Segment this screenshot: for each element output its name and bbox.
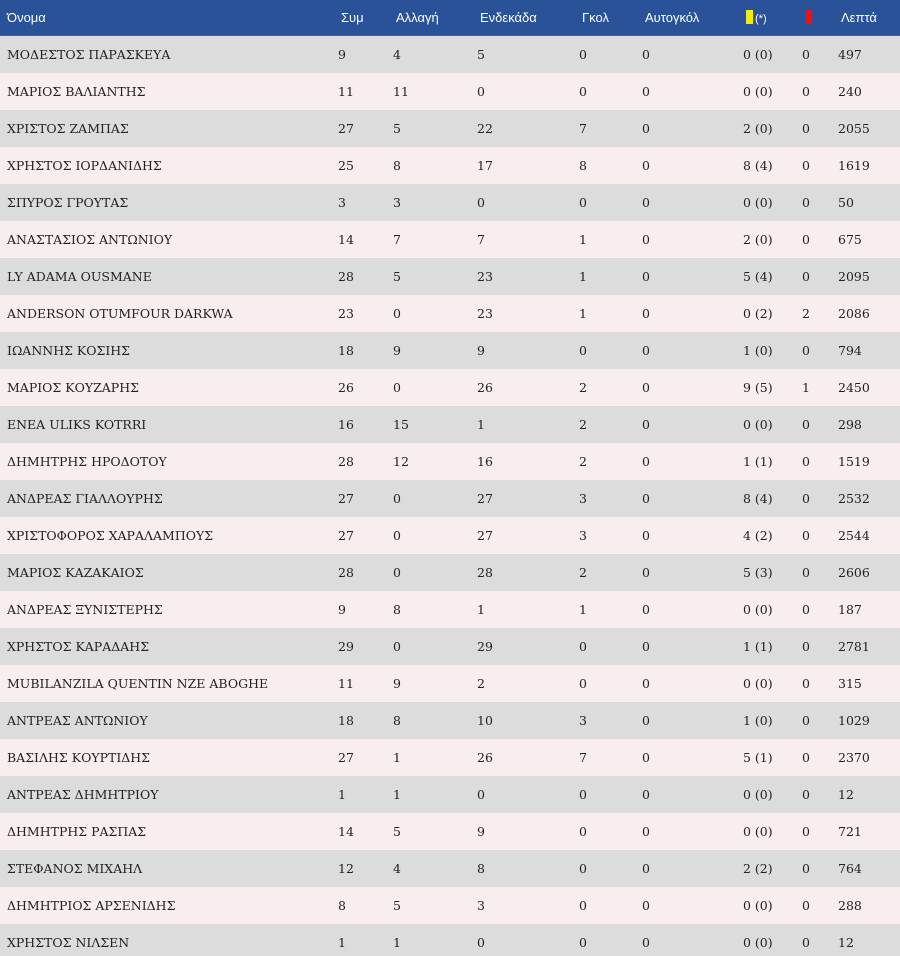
own-goals-cell: 0 [642, 676, 650, 691]
substitute-apps-cell: 0 [393, 565, 401, 580]
player-name-cell: ΜΟΔΕΣΤΟΣ ΠΑΡΑΣΚΕΥΑ [7, 47, 171, 62]
goals-cell: 1 [579, 602, 587, 617]
table-row [0, 110, 900, 147]
column-header-goals[interactable]: Γκολ [575, 0, 638, 36]
red-cards-cell: 0 [802, 750, 810, 765]
own-goals-cell: 0 [642, 454, 650, 469]
yellow-cards-cell: 5 (4) [743, 269, 773, 284]
minutes-played-cell: 2086 [838, 306, 870, 321]
yellow-cards-cell: 0 (0) [743, 84, 773, 99]
goals-cell: 2 [579, 454, 587, 469]
substitute-apps-cell: 11 [393, 84, 409, 99]
minutes-played-cell: 187 [838, 602, 862, 617]
appearances-cell: 9 [338, 602, 346, 617]
starting-apps-cell: 29 [477, 639, 493, 654]
yellow-cards-cell: 0 (0) [743, 47, 773, 62]
starting-apps-cell: 27 [477, 528, 493, 543]
minutes-played-cell: 721 [838, 824, 862, 839]
own-goals-cell: 0 [642, 565, 650, 580]
goals-cell: 3 [579, 713, 587, 728]
red-cards-cell: 0 [802, 84, 810, 99]
table-row [0, 73, 900, 110]
minutes-played-cell: 12 [838, 787, 854, 802]
red-cards-cell: 0 [802, 861, 810, 876]
player-name-cell: ΜΑΡΙΟΣ ΚΑΖΑΚΑΙΟΣ [7, 565, 144, 580]
yellow-cards-cell: 2 (0) [743, 232, 773, 247]
minutes-played-cell: 12 [838, 935, 854, 950]
own-goals-cell: 0 [642, 47, 650, 62]
goals-cell: 0 [579, 676, 587, 691]
substitute-apps-cell: 0 [393, 380, 401, 395]
table-header [0, 0, 900, 36]
minutes-played-cell: 2055 [838, 121, 870, 136]
minutes-played-cell: 1519 [838, 454, 870, 469]
substitute-apps-cell: 3 [393, 195, 401, 210]
column-header-name[interactable]: Όνομα [0, 0, 334, 36]
goals-cell: 0 [579, 639, 587, 654]
own-goals-cell: 0 [642, 602, 650, 617]
column-header-yellow-cards[interactable] [739, 0, 798, 36]
player-name-cell: ΙΩΑΝΝΗΣ ΚΟΣΙΗΣ [7, 343, 131, 358]
red-cards-cell: 0 [802, 269, 810, 284]
own-goals-cell: 0 [642, 343, 650, 358]
table-row [0, 591, 900, 628]
appearances-cell: 25 [338, 158, 354, 173]
own-goals-cell: 0 [642, 306, 650, 321]
table-row [0, 887, 900, 924]
player-name-cell: MUBILANZILA QUENTIN NZE ABOGHE [7, 676, 269, 691]
red-cards-cell: 0 [802, 195, 810, 210]
appearances-cell: 9 [338, 47, 346, 62]
substitute-apps-cell: 0 [393, 491, 401, 506]
appearances-cell: 28 [338, 454, 354, 469]
goals-cell: 0 [579, 898, 587, 913]
goals-cell: 0 [579, 84, 587, 99]
minutes-played-cell: 794 [838, 343, 862, 358]
yellow-cards-cell: 5 (1) [743, 750, 773, 765]
player-name-cell: ΧΡΙΣΤΟΣ ΖΑΜΠΑΣ [7, 121, 129, 136]
starting-apps-cell: 7 [477, 232, 485, 247]
minutes-played-cell: 2095 [838, 269, 870, 284]
player-name-cell: ΧΡΗΣΤΟΣ ΝΙΛΣΕΝ [7, 935, 130, 950]
table-row [0, 36, 900, 74]
player-name-cell: LY ADAMA OUSMANE [7, 269, 152, 284]
own-goals-cell: 0 [642, 158, 650, 173]
player-name-cell: ΒΑΣΙΛΗΣ ΚΟΥΡΤΙΔΗΣ [7, 750, 151, 765]
starting-apps-cell: 2 [477, 676, 485, 691]
appearances-cell: 8 [338, 898, 346, 913]
table-row [0, 369, 900, 406]
starting-apps-cell: 5 [477, 47, 485, 62]
minutes-played-cell: 1619 [838, 158, 870, 173]
minutes-played-cell: 288 [838, 898, 862, 913]
table-row [0, 517, 900, 554]
substitute-apps-cell: 9 [393, 343, 401, 358]
player-name-cell: ΧΡΙΣΤΟΦΟΡΟΣ ΧΑΡΑΛΑΜΠΟΥΣ [7, 528, 214, 543]
yellow-cards-cell: 0 (0) [743, 787, 773, 802]
player-name-cell: ΑΝΔΡΕΑΣ ΞΥΝΙΣΤΕΡΗΣ [7, 602, 163, 617]
substitute-apps-cell: 1 [393, 935, 401, 950]
own-goals-cell: 0 [642, 491, 650, 506]
goals-cell: 0 [579, 47, 587, 62]
appearances-cell: 12 [338, 861, 354, 876]
starting-apps-cell: 9 [477, 824, 485, 839]
minutes-played-cell: 2606 [838, 565, 870, 580]
red-cards-cell: 0 [802, 824, 810, 839]
appearances-cell: 27 [338, 121, 354, 136]
minutes-played-cell: 497 [838, 47, 862, 62]
starting-apps-cell: 8 [477, 861, 485, 876]
yellow-cards-cell: 9 (5) [743, 380, 773, 395]
red-cards-cell: 0 [802, 787, 810, 802]
table-row [0, 665, 900, 702]
goals-cell: 7 [579, 121, 587, 136]
yellow-cards-cell: 0 (0) [743, 898, 773, 913]
appearances-cell: 28 [338, 565, 354, 580]
substitute-apps-cell: 5 [393, 121, 401, 136]
red-cards-cell: 0 [802, 898, 810, 913]
yellow-cards-cell: 0 (0) [743, 935, 773, 950]
table-row [0, 406, 900, 443]
player-name-cell: ΣΠΥΡΟΣ ΓΡΟΥΤΑΣ [7, 195, 129, 210]
minutes-played-cell: 240 [838, 84, 862, 99]
table-row [0, 147, 900, 184]
own-goals-cell: 0 [642, 935, 650, 950]
column-header-subs[interactable]: Αλλαγή [389, 0, 473, 36]
own-goals-cell: 0 [642, 639, 650, 654]
table-row [0, 295, 900, 332]
red-cards-cell: 0 [802, 676, 810, 691]
yellow-cards-cell: 1 (1) [743, 639, 773, 654]
yellow-cards-cell: 1 (0) [743, 343, 773, 358]
table-row [0, 554, 900, 591]
goals-cell: 1 [579, 232, 587, 247]
minutes-played-cell: 764 [838, 861, 862, 876]
substitute-apps-cell: 1 [393, 750, 401, 765]
own-goals-cell: 0 [642, 195, 650, 210]
appearances-cell: 28 [338, 269, 354, 284]
yellow-cards-cell: 1 (0) [743, 713, 773, 728]
goals-cell: 0 [579, 787, 587, 802]
player-name-cell: ΑΝΤΡΕΑΣ ΔΗΜΗΤΡΙΟΥ [7, 787, 159, 802]
substitute-apps-cell: 15 [393, 417, 409, 432]
own-goals-cell: 0 [642, 417, 650, 432]
own-goals-cell: 0 [642, 787, 650, 802]
own-goals-cell: 0 [642, 898, 650, 913]
appearances-cell: 18 [338, 343, 354, 358]
table-row [0, 702, 900, 739]
yellow-cards-cell: 8 (4) [743, 158, 773, 173]
appearances-cell: 27 [338, 491, 354, 506]
column-header-minutes[interactable]: Λεπτά [834, 0, 900, 36]
own-goals-cell: 0 [642, 861, 650, 876]
minutes-played-cell: 50 [838, 195, 854, 210]
minutes-played-cell: 2532 [838, 491, 870, 506]
goals-cell: 7 [579, 750, 587, 765]
red-cards-cell: 0 [802, 602, 810, 617]
starting-apps-cell: 16 [477, 454, 493, 469]
starting-apps-cell: 1 [477, 417, 485, 432]
minutes-played-cell: 675 [838, 232, 862, 247]
starting-apps-cell: 10 [477, 713, 493, 728]
appearances-cell: 18 [338, 713, 354, 728]
own-goals-cell: 0 [642, 528, 650, 543]
table-row [0, 628, 900, 665]
goals-cell: 2 [579, 380, 587, 395]
player-name-cell: ANDERSON OTUMFOUR DARKWA [7, 306, 233, 321]
goals-cell: 0 [579, 195, 587, 210]
substitute-apps-cell: 5 [393, 269, 401, 284]
minutes-played-cell: 2370 [838, 750, 870, 765]
red-cards-cell: 0 [802, 454, 810, 469]
starting-apps-cell: 22 [477, 121, 493, 136]
goals-cell: 0 [579, 935, 587, 950]
player-name-cell: ΑΝΑΣΤΑΣΙΟΣ ΑΝΤΩΝΙΟΥ [7, 232, 173, 247]
red-card-icon [805, 10, 812, 24]
starting-apps-cell: 0 [477, 195, 485, 210]
yellow-cards-cell: 2 (0) [743, 121, 773, 136]
red-cards-cell: 0 [802, 232, 810, 247]
red-cards-cell: 0 [802, 417, 810, 432]
starting-apps-cell: 0 [477, 787, 485, 802]
starting-apps-cell: 17 [477, 158, 493, 173]
yellow-cards-cell: 5 (3) [743, 565, 773, 580]
own-goals-cell: 0 [642, 84, 650, 99]
goals-cell: 1 [579, 269, 587, 284]
minutes-played-cell: 2450 [838, 380, 870, 395]
header-row [0, 0, 900, 36]
goals-cell: 8 [579, 158, 587, 173]
substitute-apps-cell: 12 [393, 454, 409, 469]
starting-apps-cell: 1 [477, 602, 485, 617]
player-name-cell: ΣΤΕΦΑΝΟΣ ΜΙΧΑΗΛ [7, 861, 143, 876]
goals-cell: 3 [579, 491, 587, 506]
yellow-cards-cell: 0 (0) [743, 824, 773, 839]
substitute-apps-cell: 5 [393, 824, 401, 839]
starting-apps-cell: 9 [477, 343, 485, 358]
substitute-apps-cell: 0 [393, 528, 401, 543]
own-goals-cell: 0 [642, 713, 650, 728]
yellow-cards-cell: 0 (0) [743, 602, 773, 617]
appearances-cell: 16 [338, 417, 354, 432]
appearances-cell: 27 [338, 750, 354, 765]
table-row [0, 332, 900, 369]
own-goals-cell: 0 [642, 824, 650, 839]
red-cards-cell: 0 [802, 639, 810, 654]
goals-cell: 1 [579, 306, 587, 321]
own-goals-cell: 0 [642, 121, 650, 136]
appearances-cell: 14 [338, 824, 354, 839]
minutes-played-cell: 298 [838, 417, 862, 432]
player-name-cell: ΜΑΡΙΟΣ ΚΟΥΖΑΡΗΣ [7, 380, 139, 395]
player-name-cell: ΔΗΜΗΤΡΙΟΣ ΑΡΣΕΝΙΔΗΣ [7, 898, 176, 913]
own-goals-cell: 0 [642, 380, 650, 395]
substitute-apps-cell: 4 [393, 861, 401, 876]
appearances-cell: 27 [338, 528, 354, 543]
appearances-cell: 1 [338, 935, 346, 950]
player-name-cell: ENEA ULIKS KOTRRI [7, 417, 147, 432]
starting-apps-cell: 27 [477, 491, 493, 506]
appearances-cell: 26 [338, 380, 354, 395]
substitute-apps-cell: 4 [393, 47, 401, 62]
starting-apps-cell: 0 [477, 935, 485, 950]
own-goals-cell: 0 [642, 269, 650, 284]
substitute-apps-cell: 8 [393, 158, 401, 173]
minutes-played-cell: 2544 [838, 528, 870, 543]
yellow-cards-cell: 2 (2) [743, 861, 773, 876]
column-header-starts[interactable]: Ενδεκάδα [473, 0, 575, 36]
appearances-cell: 1 [338, 787, 346, 802]
starting-apps-cell: 23 [477, 306, 493, 321]
red-cards-cell: 0 [802, 565, 810, 580]
table-row [0, 258, 900, 295]
yellow-cards-cell: 0 (0) [743, 417, 773, 432]
own-goals-cell: 0 [642, 750, 650, 765]
goals-cell: 0 [579, 861, 587, 876]
player-name-cell: ΔΗΜΗΤΡΗΣ ΡΑΣΠΑΣ [7, 824, 147, 839]
red-cards-cell: 0 [802, 121, 810, 136]
minutes-played-cell: 315 [838, 676, 862, 691]
goals-cell: 2 [579, 417, 587, 432]
starting-apps-cell: 26 [477, 380, 493, 395]
table-row [0, 924, 900, 956]
substitute-apps-cell: 0 [393, 639, 401, 654]
player-name-cell: ΑΝΔΡΕΑΣ ΓΙΑΛΛΟΥΡΗΣ [7, 491, 163, 506]
red-cards-cell: 2 [802, 306, 810, 321]
substitute-apps-cell: 8 [393, 713, 401, 728]
column-header-red-cards[interactable] [798, 0, 834, 36]
red-cards-cell: 0 [802, 528, 810, 543]
starting-apps-cell: 23 [477, 269, 493, 284]
appearances-cell: 29 [338, 639, 354, 654]
red-cards-cell: 0 [802, 935, 810, 950]
column-header-own-goals[interactable]: Αυτογκόλ [638, 0, 739, 36]
table-row [0, 776, 900, 813]
red-cards-cell: 0 [802, 47, 810, 62]
goals-cell: 3 [579, 528, 587, 543]
yellow-card-icon [746, 10, 753, 24]
substitute-apps-cell: 5 [393, 898, 401, 913]
appearances-cell: 11 [338, 84, 354, 99]
goals-cell: 0 [579, 343, 587, 358]
substitute-apps-cell: 1 [393, 787, 401, 802]
table-body [0, 36, 900, 956]
minutes-played-cell: 2781 [838, 639, 870, 654]
yellow-cards-cell: 0 (2) [743, 306, 773, 321]
yellow-cards-cell: 0 (0) [743, 676, 773, 691]
table-row [0, 850, 900, 887]
starting-apps-cell: 3 [477, 898, 485, 913]
starting-apps-cell: 28 [477, 565, 493, 580]
yellow-cards-cell: 8 (4) [743, 491, 773, 506]
appearances-cell: 3 [338, 195, 346, 210]
table-row [0, 184, 900, 221]
appearances-cell: 11 [338, 676, 354, 691]
appearances-cell: 23 [338, 306, 354, 321]
appearances-cell: 14 [338, 232, 354, 247]
player-name-cell: ΧΡΗΣΤΟΣ ΚΑΡΑΔΑΗΣ [7, 639, 150, 654]
minutes-played-cell: 1029 [838, 713, 870, 728]
table-row [0, 739, 900, 776]
player-name-cell: ΜΑΡΙΟΣ ΒΑΛΙΑΝΤΗΣ [7, 84, 146, 99]
table-row [0, 443, 900, 480]
column-header-apps[interactable]: Συμ [334, 0, 389, 36]
goals-cell: 2 [579, 565, 587, 580]
yellow-cards-cell: 1 (1) [743, 454, 773, 469]
substitute-apps-cell: 7 [393, 232, 401, 247]
red-cards-cell: 0 [802, 713, 810, 728]
yellow-cards-cell: 0 (0) [743, 195, 773, 210]
substitute-apps-cell: 9 [393, 676, 401, 691]
table-row [0, 221, 900, 258]
goals-cell: 0 [579, 824, 587, 839]
table-row [0, 480, 900, 517]
table-row [0, 813, 900, 850]
player-name-cell: ΔΗΜΗΤΡΗΣ ΗΡΟΔΟΤΟΥ [7, 454, 167, 469]
red-cards-cell: 0 [802, 491, 810, 506]
player-name-cell: ΑΝΤΡΕΑΣ ΑΝΤΩΝΙΟΥ [7, 713, 148, 728]
red-cards-cell: 1 [802, 380, 810, 395]
player-name-cell: ΧΡΗΣΤΟΣ ΙΟΡΔΑΝΙΔΗΣ [7, 158, 162, 173]
red-cards-cell: 0 [802, 343, 810, 358]
substitute-apps-cell: 0 [393, 306, 401, 321]
starting-apps-cell: 0 [477, 84, 485, 99]
yellow-card-suffix: (*) [755, 13, 767, 25]
substitute-apps-cell: 8 [393, 602, 401, 617]
yellow-cards-cell: 4 (2) [743, 528, 773, 543]
own-goals-cell: 0 [642, 232, 650, 247]
starting-apps-cell: 26 [477, 750, 493, 765]
red-cards-cell: 0 [802, 158, 810, 173]
